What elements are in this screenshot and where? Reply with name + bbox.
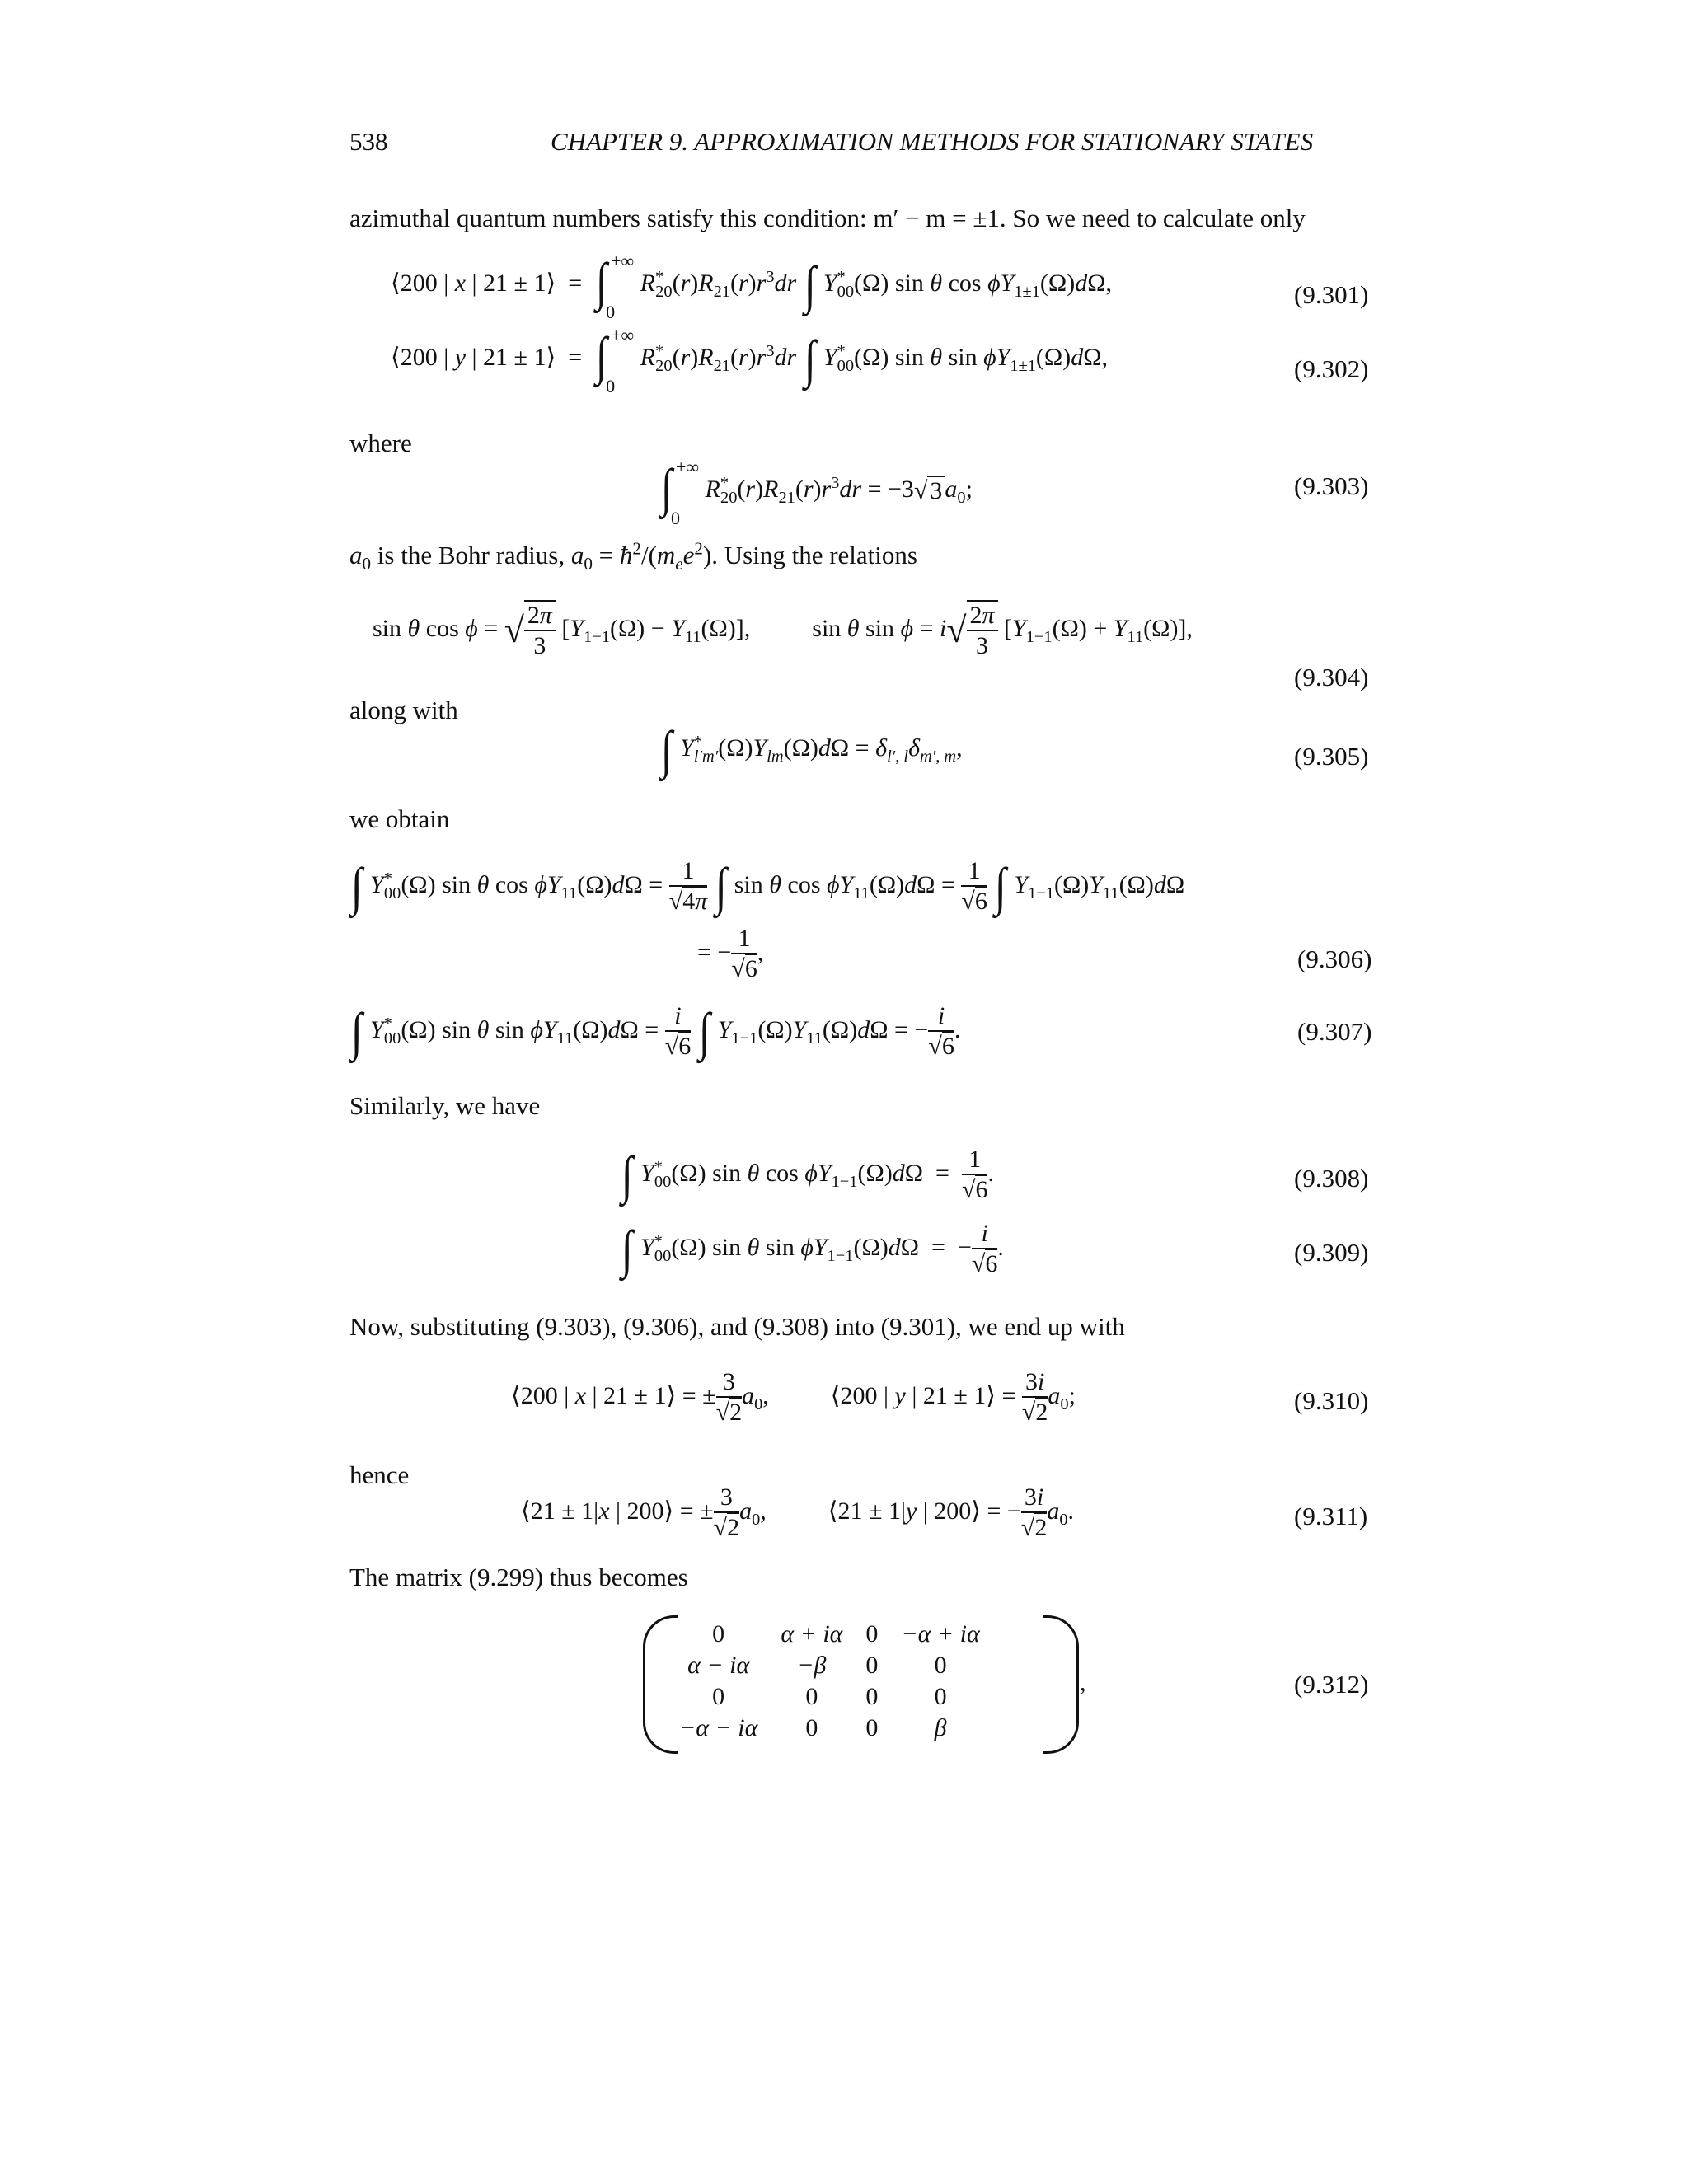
equation-9-311: ⟨21 ± 1|x | 200⟩ = ± $\frac{3}{√2}$ $a_0$, ⟨21 ± 1|y | 200⟩ = − $\frac{3i}{√2}$ $a_0$. [521, 1483, 1075, 1541]
matrix-cell: −α + iα [901, 1620, 980, 1647]
paragraph-we-obtain: we obtain [349, 804, 450, 833]
equation-9-309: ∫ $Y^*_{00}(\Omega)$ sin θ $\sin \phi Y_{1-1}(\Omega)d\Omega$ = − $\frac{i}{√6}$ . [621, 1220, 1004, 1278]
matrix-cell: 0 [865, 1714, 879, 1741]
equation-9-305: ∫ $Y^*_{l'm'}(\Omega)Y_{lm}(\Omega)d\Omega = \delta_{l', l}\delta_{m', m}$, [660, 720, 963, 780]
equation-9-304: sin θ cos ϕ = √ $\frac{2\pi}{3}$ $[Y_{1-1}(\Omega) - Y_{11}(\Omega)]$, sin θ sin ϕ = i√ $\frac{2\pi}{3}$ $[Y_{1-1}(\Omega) + Y_{11}(\Omega)]$, [373, 602, 1193, 659]
eqno-9-312: (9.312) [1294, 1670, 1369, 1699]
matrix-cell: 0 [805, 1683, 818, 1710]
equation-9-302: ⟨200 | y | 21 ± 1⟩ = ∫ +∞ 0 $R^*_{20}(r)R_{21}(r)r^3dr$ ∫ $Y^*_{00}(\Omega)$ sin θ $\sin \phi Y_{1\pm 1}(\Omega)d\Omega$, [391, 325, 1108, 396]
equation-9-301: ⟨200 | x | 21 ± 1⟩ = ∫ +∞ 0 $R^*_{20}(r)R_{21}(r)r^3dr$ ∫ $Y^*_{00}(\Omega)$ sin θ $\cos \phi Y_{1\pm 1}(\Omega)d\Omega$, [391, 251, 1112, 322]
matrix-cell: 0 [712, 1620, 725, 1647]
paragraph-azimuthal: azimuthal quantum numbers satisfy this condition: m′ − m = ±1. So we need to calculate only [349, 204, 1306, 232]
matrix-row [668, 1650, 992, 1681]
matrix-cell: 0 [712, 1683, 725, 1710]
equation-9-306-line1: ∫ $Y^*_{00}(\Omega)$ sin θ $\cos \phi Y_{11}(\Omega)d\Omega$ = $\frac{1}{√4\pi}$ ∫ sin θ $\cos \phi Y_{11}(\Omega)d\Omega$ = $\frac{1}{√6}$ ∫ $Y_{1-1}(\Omega)Y_{11}(\Omega)d\Omega$ [350, 857, 1185, 916]
equation-9-306-line2: = − $\frac{1}{√6}$ , [697, 925, 764, 982]
paragraph-where: where [349, 429, 412, 457]
eqno-9-308: (9.308) [1294, 1164, 1369, 1193]
bohr-text-a: is the Bohr radius, [377, 541, 565, 569]
matrix-cell: 0 [865, 1683, 879, 1710]
matrix-cell: 0 [805, 1714, 818, 1741]
matrix-cell: −β [797, 1652, 827, 1679]
matrix-cell: α − iα [687, 1652, 750, 1679]
paragraph-now-substituting: Now, substituting (9.303), (9.306), and (9.308) into (9.301), we end up with [349, 1312, 1125, 1341]
matrix-cell: 0 [865, 1652, 879, 1679]
paragraph-similarly: Similarly, we have [349, 1091, 541, 1120]
eqno-9-306: (9.306) [1297, 944, 1372, 973]
eqno-9-310: (9.310) [1294, 1386, 1369, 1415]
matrix-cell: α + iα [781, 1620, 843, 1647]
matrix-row [668, 1713, 992, 1744]
paragraph-matrix-becomes: The matrix (9.299) thus becomes [349, 1563, 688, 1591]
matrix-cell: 0 [934, 1652, 947, 1679]
equation-9-303: ∫ +∞ 0 $R^*_{20}(r)R_{21}(r)r^3dr = -3√$ 3 $a_0$; [660, 457, 973, 528]
eqno-9-304: (9.304) [1294, 663, 1369, 691]
eqno-9-307: (9.307) [1297, 1017, 1372, 1046]
matrix-cell: 0 [934, 1683, 947, 1710]
bohr-text-b: Using the relations [724, 541, 917, 569]
eqno-9-311: (9.311) [1294, 1502, 1368, 1530]
eqno-9-302: (9.302) [1294, 354, 1369, 383]
matrix-right-paren [1043, 1615, 1079, 1754]
matrix-table [668, 1619, 992, 1744]
paragraph-along-with: along with [349, 696, 458, 724]
equation-9-308: ∫ $Y^*_{00}(\Omega)$ sin θ $\cos \phi Y_{1-1}(\Omega)d\Omega$ = $\frac{1}{√6}$ . [621, 1146, 994, 1204]
matrix-cell: β [934, 1714, 947, 1741]
running-title: CHAPTER 9. APPROXIMATION METHODS FOR STATIONARY STATES [551, 127, 1314, 156]
equation-9-310: ⟨200 | x | 21 ± 1⟩ = ± $\frac{3}{√2}$ $a_0$, ⟨200 | y | 21 ± 1⟩ = $\frac{3i}{√2}$ $a_0$; [511, 1368, 1076, 1426]
page-number: 538 [349, 127, 388, 156]
matrix-comma: , [1080, 1669, 1086, 1696]
matrix-cell: 0 [865, 1620, 879, 1647]
matrix-9-312 [643, 1615, 1086, 1755]
paragraph-hence: hence [349, 1460, 410, 1489]
eqno-9-301: (9.301) [1294, 280, 1369, 309]
matrix-cell: −α − iα [679, 1714, 758, 1741]
paragraph-bohr: $a_0$ is the Bohr radius, $a_0$ = $ħ^2/(m_ee^2)$. Using the relations [349, 538, 917, 574]
matrix-row [668, 1681, 992, 1713]
matrix-row [668, 1619, 992, 1650]
eqno-9-303: (9.303) [1294, 471, 1369, 500]
equation-9-307: ∫ $Y^*_{00}(\Omega)$ sin θ $\sin \phi Y_{11}(\Omega)d\Omega$ = $\frac{i}{√6}$ ∫ $Y_{1-1}(\Omega)Y_{11}(\Omega)d\Omega$ = − $\frac{i}{√6}$ . [350, 1002, 961, 1061]
eqno-9-309: (9.309) [1294, 1238, 1369, 1267]
eqno-9-305: (9.305) [1294, 742, 1369, 771]
